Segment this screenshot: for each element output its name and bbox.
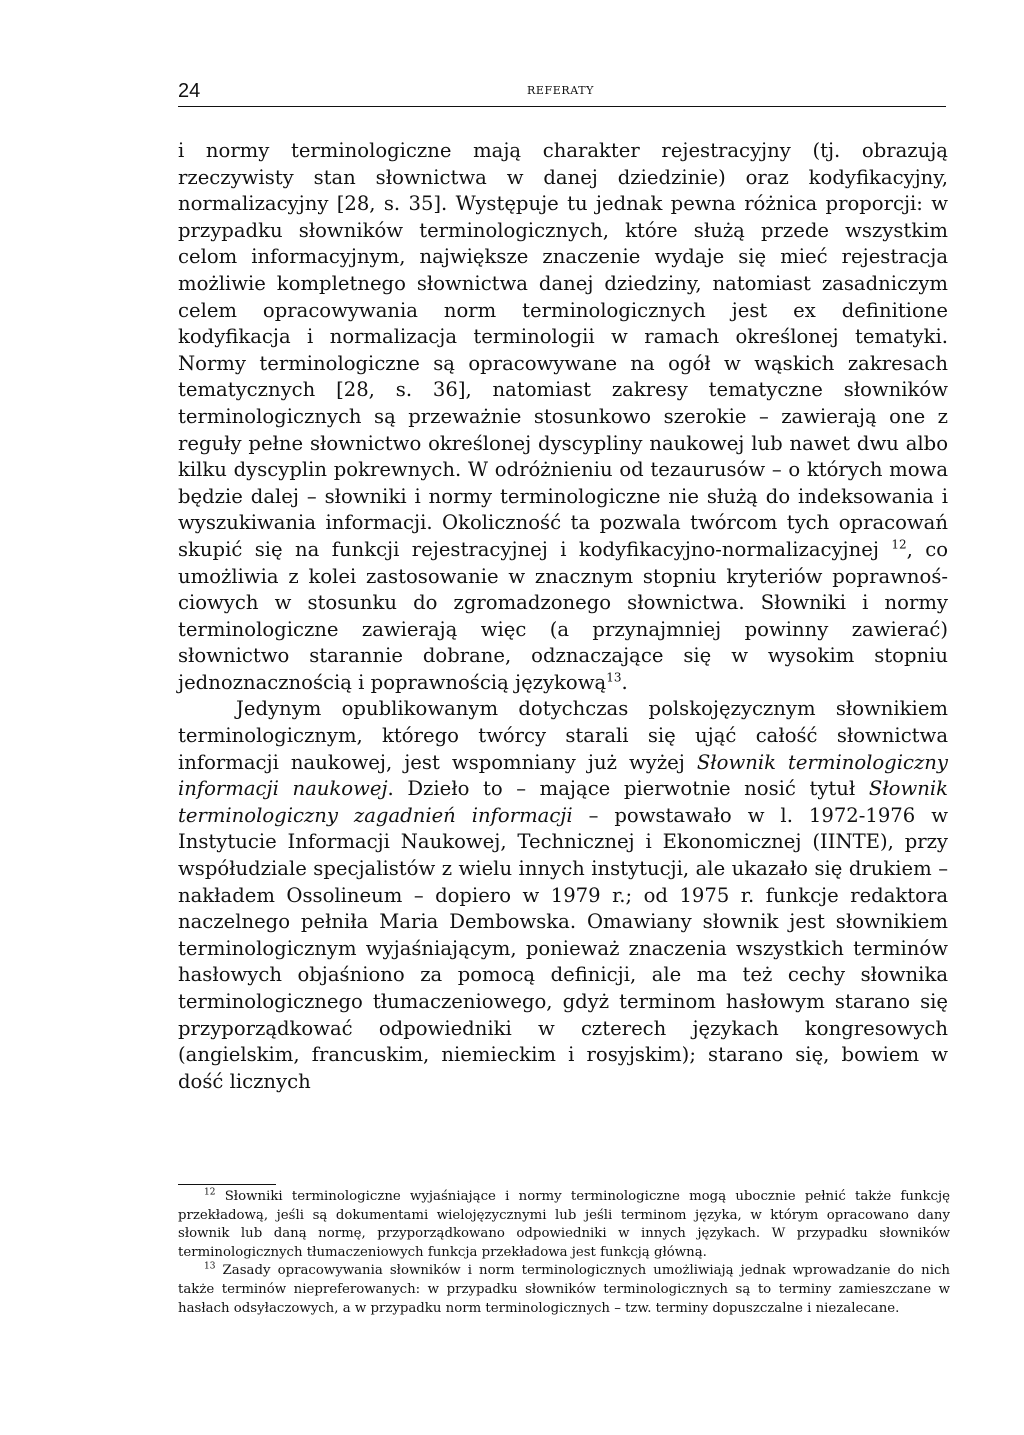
footnote-number: 13 xyxy=(204,1261,216,1272)
body-text xyxy=(178,138,948,1095)
footnotes xyxy=(178,1188,950,1318)
text-segment: . Dzieło to – mające pierwotnie nosić tytuł xyxy=(387,777,869,801)
book-title-italic: Słownik terminologiczny informacji naukowej xyxy=(178,750,948,801)
page-header xyxy=(178,80,946,107)
footnote-number: 12 xyxy=(204,1187,216,1198)
book-title-italic: Słownik terminologiczny zagadnień informacji xyxy=(178,777,948,827)
footnote-text: Słowniki terminologiczne wyjaśniające i normy terminologiczne mogą ubocznie pełnić także funkcję przekładową, jeśli są dokumentami wielojęzycznymi lub jeśli terminom języka, w którym opracowano dany słownik lub daną normę, przyporządkowano odpowiedniki w innych językach. W przypadku słowników terminologicznych tłumaczeniowych funkcja przekładowa jest funkcją główną. xyxy=(178,1189,950,1260)
text-segment: Jedynym opublikowanym dotychczas polskojęzycznym słownikiem terminologicznym, którego twórcy starali się ująć całość słownictwa informacji naukowej, jest wspomniany już wyżej xyxy=(178,697,948,774)
footnote xyxy=(178,1188,950,1262)
text-segment: – powstawało w l. 1972-1976 w Instytucie Informacji Naukowej, Technicznej i Ekonomicznej (IINTE), przy współudziale specjalistów z wielu innych instytucji, ale ukazało się drukiem – nakładem Ossolineum – dopiero w 1979 r.; od 1975 r. funkcje redaktora naczelnego pełniła Maria Dembowska. Omawiany słownik jest słownikiem terminologicznym wyjaśniającym, ponieważ znaczenia wszystkich terminów hasłowych objaśniono za pomocą definicji, ale ma też cechy słownika terminologicznego tłumaczeniowego, gdyż terminom hasłowym starano się przyporządkować odpowiedniki w czterech językach kongresowych (angielskim, francuskim, niemieckim i rosyjskim); starano się, bowiem w dość licznych xyxy=(178,803,948,1093)
footnote-ref-13: 13 xyxy=(606,670,622,685)
text-segment: i normy terminologiczne mają charakter rejestracyjny (tj. obrazują rzeczywisty stan słownictwa w danej dziedzinie) oraz kodyfikacyjny, normalizacyjny [28, s. 35]. Występuje tu jednak pewna różnica proporcji: w przypadku słowników terminologicznych, które służą przede wszystkim celom informacyjnym, największe znaczenie wydaje się mieć rejestracja możliwie kompletnego słownictwa danej dziedziny, natomiast zasadniczym celem opracowywania norm terminologicznych jest ex definitione kodyfikacja i normalizacja terminologii w ramach określonej tematyki. Normy terminologiczne są opracowywane na ogół w wąskich zakresach tematycznych [28, s. 36], natomiast zakresy tematyczne słowników terminologicznych są przeważnie stosunkowo szerokie – zawierają one z reguły pełne słownictwo określonej dyscypliny naukowej lub nawet dwu albo kilku dyscyplin pokrewnych. W odróżnieniu od tezaurusów – o których mowa będzie dalej – słowniki i normy terminologiczne nie służą do indeksowania i wyszukiwania informacji. Okoliczność ta pozwala twórcom tych opracowań skupić się na funkcji rejestracyjnej i kodyfikacyjno-normalizacyjnej xyxy=(178,139,948,561)
text-segment: . xyxy=(621,670,628,694)
paragraph xyxy=(178,696,948,1095)
text-segment: , co umożliwia z kolei zastosowanie w znacznym stopniu kryteriów poprawnościowych w stosunku do zgromadzonego słownictwa. Słowniki i normy terminologiczne zawierają więc (a przynajmniej powinny zawierać) słownictwo starannie dobrane, odznaczające się w wysokim stopniu jednoznacznością i poprawnością językową xyxy=(178,537,948,694)
footnote-ref-12: 12 xyxy=(891,537,907,552)
footnote-text: Zasady opracowywania słowników i norm terminologicznych umożliwiają jednak wprowadzanie do nich także terminów niepreferowanych: w przypadku słowników terminologicznych są to terminy zamieszczane w hasłach odsyłaczowych, a w przypadku norm terminologicznych – tzw. terminy dopuszczalne i niezalecane. xyxy=(178,1263,951,1316)
paragraph xyxy=(178,138,948,696)
page-number: 24 xyxy=(178,80,201,102)
footnote xyxy=(178,1262,950,1318)
running-head: REFERATY xyxy=(527,84,594,97)
footnote-divider xyxy=(178,1184,276,1185)
